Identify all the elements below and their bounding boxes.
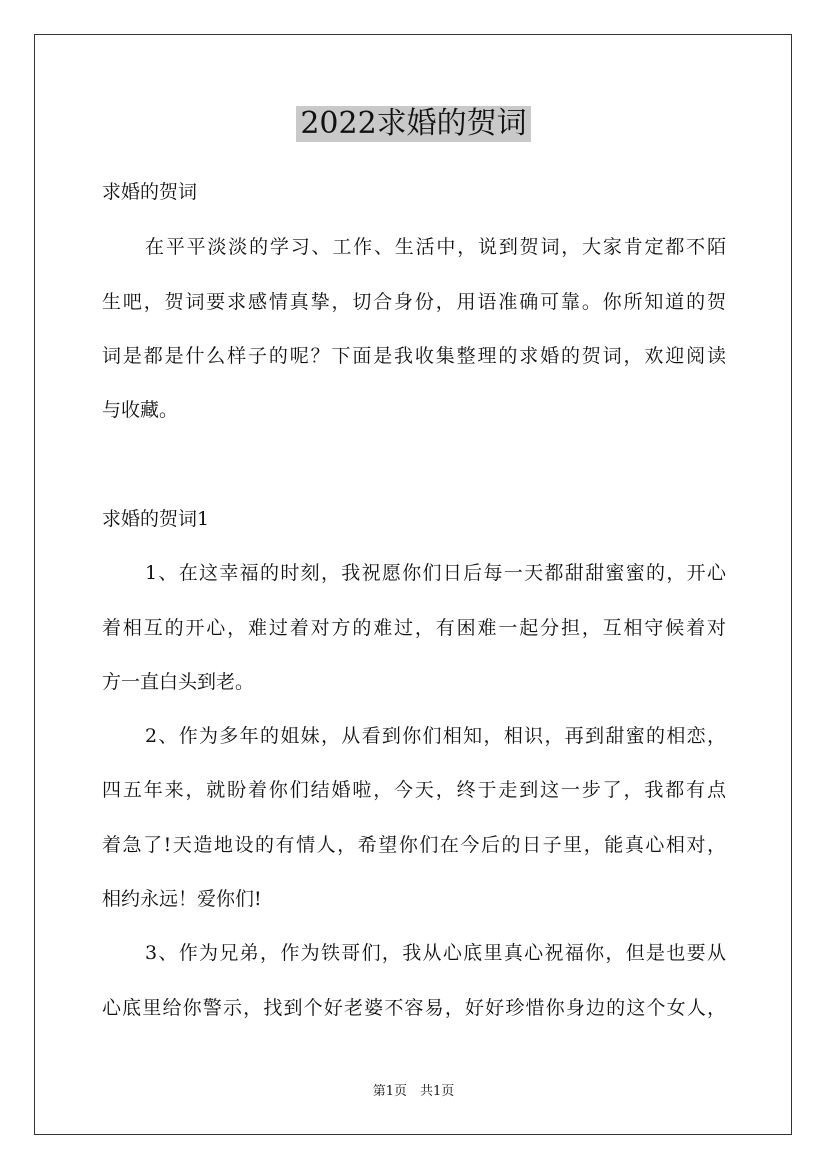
- paragraph-line: 1、在这幸福的时刻，我祝愿你们日后每一天都甜甜蜜蜜的，开心: [145, 562, 726, 584]
- paragraph-line: 方一直白头到老。: [102, 671, 255, 693]
- paragraph-line: 3、作为兄弟，作为铁哥们，我从心底里真心祝福你，但是也要从: [145, 942, 726, 964]
- paragraph-line: 生吧，贺词要求感情真挚，切合身份，用语准确可靠。你所知道的贺: [102, 291, 726, 313]
- section-heading: 求婚的贺词1: [102, 508, 210, 530]
- paragraph-line: 在平平淡淡的学习、工作、生活中，说到贺词，大家肯定都不陌: [145, 236, 726, 258]
- section-heading: 求婚的贺词: [102, 181, 198, 203]
- document-title: 2022求婚的贺词: [296, 106, 530, 142]
- paragraph-line: 四五年来，就盼着你们结婚啦，今天，终于走到这一步了，我都有点: [102, 779, 726, 801]
- title-container: [0, 106, 827, 142]
- paragraph-line: 2、作为多年的姐妹，从看到你们相知，相识，再到甜蜜的相恋，: [145, 725, 726, 747]
- paragraph-line: 与收藏。: [102, 399, 179, 421]
- paragraph-line: 词是都是什么样子的呢？下面是我收集整理的求婚的贺词，欢迎阅读: [102, 345, 726, 367]
- page-footer: 第1页 共1页: [372, 1084, 455, 1099]
- paragraph-line: 相约永远！爱你们!: [102, 888, 262, 910]
- paragraph-line: 着急了!天造地设的有情人，希望你们在今后的日子里，能真心相对，: [102, 834, 726, 856]
- paragraph-line: 心底里给你警示，找到个好老婆不容易，好好珍惜你身边的这个女人，: [102, 997, 726, 1019]
- paragraph-line: 着相互的开心，难过着对方的难过，有困难一起分担，互相守候着对: [102, 617, 726, 639]
